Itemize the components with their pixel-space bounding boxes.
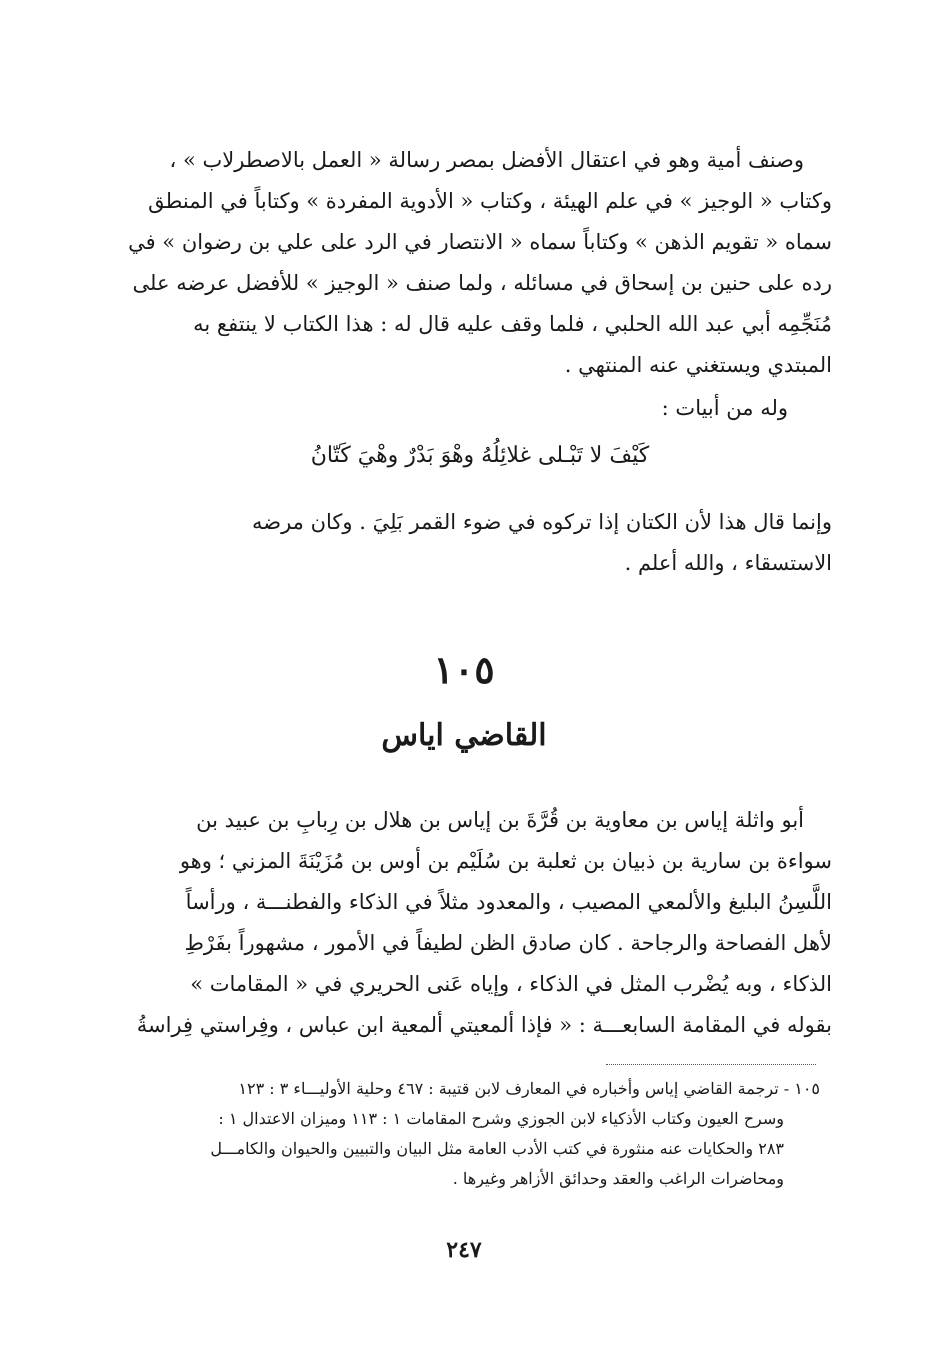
section-number: ١٠٥ [433,647,495,692]
paragraph-3-line: اللَّسِنُ البليغ والألمعي المصيب ، والمعدود مثلاً في الذكاء والفطنـــة ، ورأساً [185,890,832,914]
paragraph-3-line: الذكاء ، وبه يُضْرب المثل في الذكاء ، وإياه عَنى الحريري في « المقامات » [190,972,832,996]
footnote-line: ومحاضرات الراغب والعقد وحدائق الأزاهر وغيرها . [452,1169,784,1188]
page-number: ٢٤٧ [446,1237,482,1263]
paragraph-1-line: رده على حنين بن إسحاق في مسائله ، ولما صنف « الوجيز » للأفضل عرضه على [132,271,832,295]
paragraph-3-line: أبو واثلة إياس بن معاوية بن قُرَّةَ بن إياس بن هلال بن رِبابِ بن عبيد بن [196,808,804,832]
footnote-line: ٢٨٣ والحكايات عنه منثورة في كتب الأدب العامة مثل البيان والتبيين والحيوان والكامـــل [210,1139,784,1158]
footnote [124,1074,820,1194]
paragraph-3-line: بقوله في المقامة السابعـــة : « فإذا ألمعيتي ألمعية ابن عباس ، وفِراستي فِراسةُ [136,1013,832,1037]
paragraph-1-line: وكتاب « الوجيز » في علم الهيئة ، وكتاب « الأدوية المفردة » وكتاباً في المنطق [148,189,832,213]
section-title: القاضي اياس [381,718,547,753]
footnote-divider [606,1064,816,1065]
paragraph-1 [120,140,832,386]
paragraph-3-line: لأهل الفصاحة والرجاحة . كان صادق الظن لطيفاً في الأمور ، مشهوراً بفَرْطِ [184,931,832,955]
paragraph-1-line: سماه « تقويم الذهن » وكتاباً سماه « الانتصار في الرد على علي بن رضوان » في [128,230,832,254]
verse-intro: وله من أبيات : [661,396,788,420]
paragraph-3-line: سواءة بن سارية بن ذبيان بن ثعلبة بن سُلَيْم بن أوس بن مُزَيْنَةَ المزني ؛ وهو [179,849,832,873]
paragraph-2-line: الاستسقاء ، والله أعلم . [624,551,832,575]
paragraph-2-line: وإنما قال هذا لأن الكتان إذا تركوه في ضوء القمر بَلِيَ . وكان مرضه [252,510,832,534]
footnote-line: وسرح العيون وكتاب الأذكياء لابن الجوزي وشرح المقامات ١ : ١١٣ وميزان الاعتدال ١ : [218,1109,784,1128]
paragraph-2 [120,502,832,584]
paragraph-1-line: المبتدي ويستغني عنه المنتهي . [564,353,832,377]
paragraph-1-line: وصنف أمية وهو في اعتقال الأفضل بمصر رسالة « العمل بالاصطرلاب » ، [169,148,804,172]
poem-verse: كَيْفَ لا تَبْـلى غلائِلُهُ وهْوَ بَدْرٌ وهْيَ كَتّانُ [310,443,650,468]
footnote-line: ١٠٥ - ترجمة القاضي إياس وأخباره في المعارف لابن قتيبة : ٤٦٧ وحلية الأوليـــاء ٣ : ١٢٣ [238,1079,820,1098]
paragraph-3 [120,800,832,1046]
paragraph-1-line: مُنَجِّمِه أبي عبد الله الحلبي ، فلما وقف عليه قال له : هذا الكتاب لا ينتفع به [193,312,832,336]
